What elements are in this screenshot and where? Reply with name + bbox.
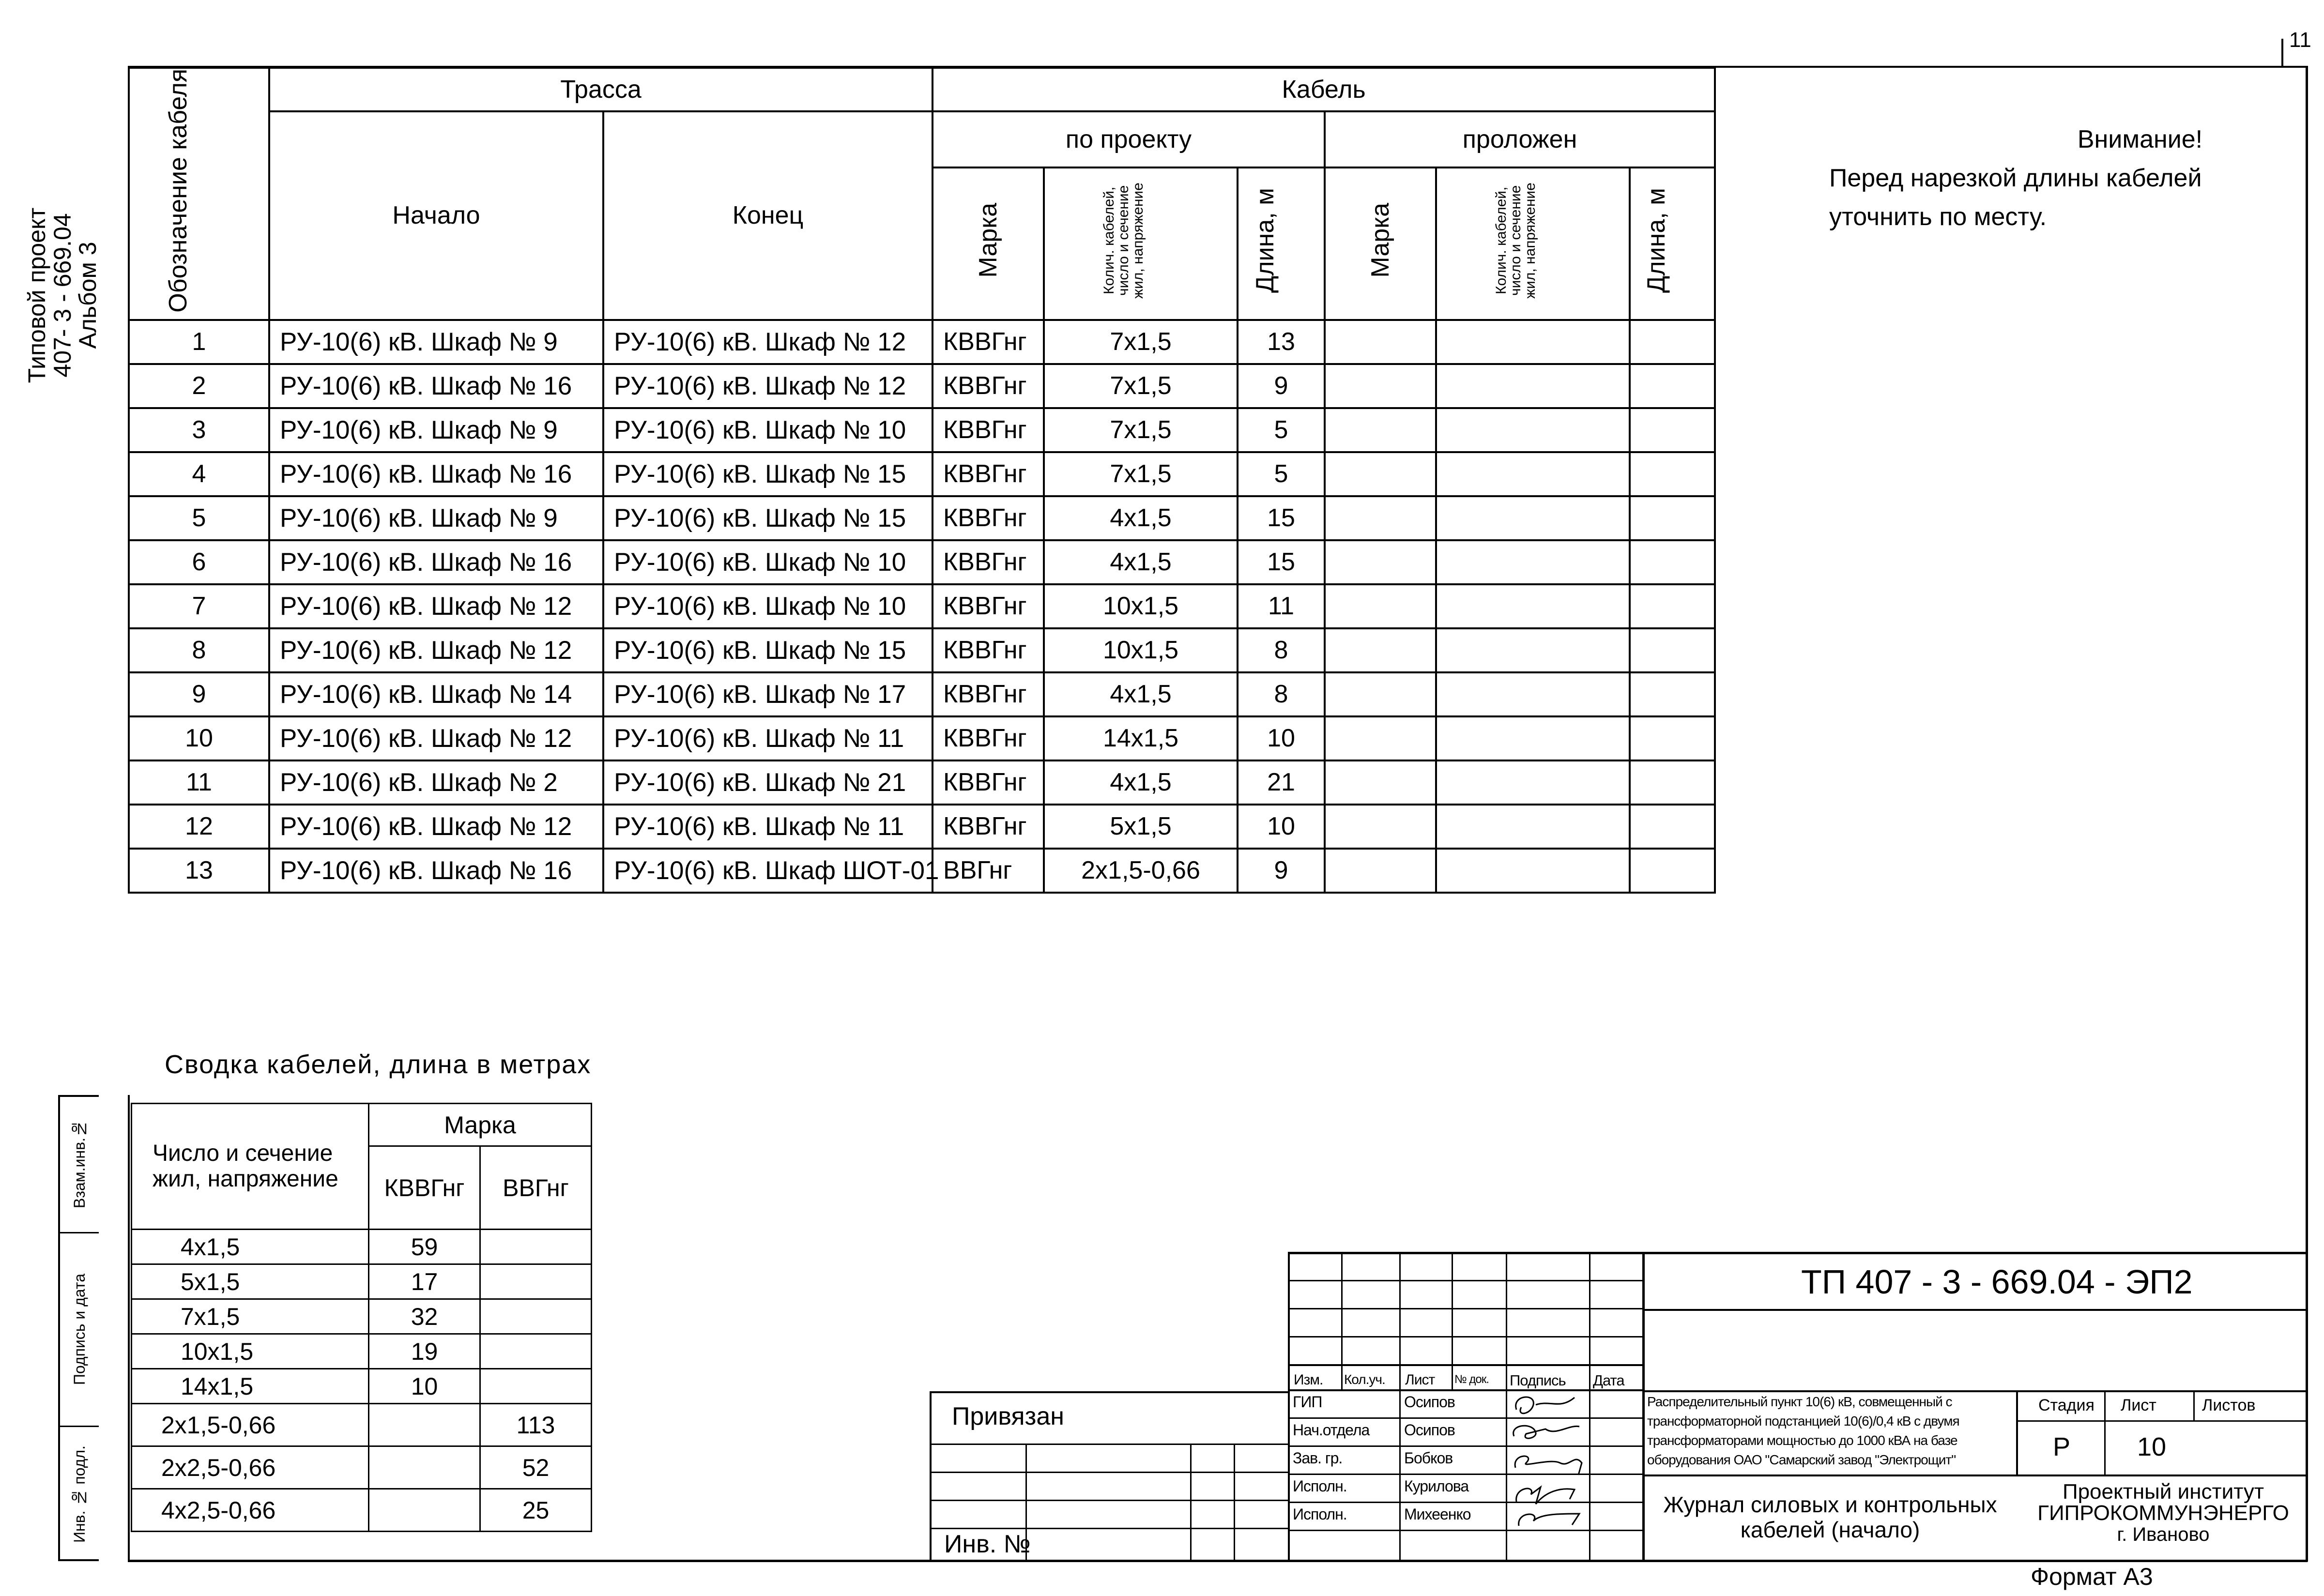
tb-desc-bottom <box>1642 1474 2308 1476</box>
signatures-image <box>1507 1390 1589 1531</box>
strip-cell-inventory <box>60 1427 99 1561</box>
tb-desc-line1: Распределительный пункт 10(6) кВ, совмещенный с <box>1647 1394 1952 1409</box>
bound-top <box>930 1391 1288 1393</box>
cell-end: РУ-10(6) кВ. Шкаф № 15 <box>603 628 933 672</box>
side-label-line3: Альбом 3 <box>74 242 101 349</box>
cell-section: 2x1,5-0,66 <box>1044 849 1238 893</box>
summary-cell-vvg: 25 <box>480 1489 592 1532</box>
cell-laid-brand <box>1325 320 1436 364</box>
cell-laid-length <box>1630 672 1715 716</box>
cell-brand: КВВГнг <box>933 320 1044 364</box>
bound-label: Привязан <box>952 1402 1065 1430</box>
summary-cell-section: 4x2,5-0,66 <box>132 1489 369 1532</box>
strip-cell-replacement <box>60 1097 99 1233</box>
cell-end: РУ-10(6) кВ. Шкаф № 12 <box>603 364 933 408</box>
cell-num: 9 <box>129 672 269 716</box>
bound-left <box>930 1391 932 1561</box>
summary-cell-section: 10x1,5 <box>132 1334 369 1369</box>
summary-cell-vvg <box>480 1299 592 1334</box>
summary-cell-kvvg: 10 <box>369 1369 480 1404</box>
tb-sheet-label: Лист <box>2121 1396 2156 1414</box>
bound-v3 <box>1234 1444 1235 1561</box>
cell-laid-length <box>1630 805 1715 849</box>
tb-desc-top <box>1642 1390 2308 1392</box>
tb-col-list: Лист <box>1405 1372 1435 1388</box>
cell-laid-section <box>1436 628 1630 672</box>
cell-section: 7x1,5 <box>1044 408 1238 452</box>
summary-row <box>132 1264 592 1299</box>
cell-laid-length <box>1630 716 1715 760</box>
cable-row <box>129 452 1715 496</box>
cell-start: РУ-10(6) кВ. Шкаф № 12 <box>269 716 603 760</box>
cell-length: 10 <box>1238 805 1325 849</box>
cell-num: 13 <box>129 849 269 893</box>
summary-row <box>132 1446 592 1489</box>
cell-length: 5 <box>1238 452 1325 496</box>
cell-length: 9 <box>1238 364 1325 408</box>
cell-end: РУ-10(6) кВ. Шкаф № 10 <box>603 584 933 628</box>
tb-doc-title-line2: кабелей (начало) <box>1740 1517 1920 1542</box>
cell-laid-length <box>1630 408 1715 452</box>
cell-num: 4 <box>129 452 269 496</box>
cell-brand: КВВГнг <box>933 760 1044 805</box>
cell-section: 10x1,5 <box>1044 628 1238 672</box>
summary-rows <box>132 1230 592 1532</box>
cell-brand: КВВГнг <box>933 672 1044 716</box>
tb-stage-v <box>2016 1390 2018 1475</box>
cable-row <box>129 672 1715 716</box>
cell-start: РУ-10(6) кВ. Шкаф № 16 <box>269 452 603 496</box>
strip-cell-signature <box>60 1233 99 1427</box>
cell-start: РУ-10(6) кВ. Шкаф № 12 <box>269 628 603 672</box>
header-start: Начало <box>269 111 603 320</box>
tb-desc-line3: трансформаторами мощностью до 1000 кВА на базе <box>1647 1433 1957 1448</box>
bound-v2 <box>1190 1444 1192 1561</box>
tb-person-name: Осипов <box>1404 1393 1455 1411</box>
summary-cell-kvvg <box>369 1404 480 1446</box>
cell-section: 7x1,5 <box>1044 320 1238 364</box>
cell-length: 10 <box>1238 716 1325 760</box>
cell-num: 8 <box>129 628 269 672</box>
cable-row <box>129 408 1715 452</box>
cell-laid-length <box>1630 452 1715 496</box>
cell-start: РУ-10(6) кВ. Шкаф № 16 <box>269 849 603 893</box>
sheet-number-tick <box>2281 39 2283 67</box>
cell-laid-length <box>1630 496 1715 540</box>
header-length-project: Длина, м <box>1238 167 1325 320</box>
header-cable: Кабель <box>933 68 1715 111</box>
summary-row <box>132 1489 592 1532</box>
cell-laid-brand <box>1325 496 1436 540</box>
cell-laid-brand <box>1325 805 1436 849</box>
cell-brand: КВВГнг <box>933 540 1044 584</box>
summary-header-vvg: ВВГнг <box>480 1146 592 1230</box>
summary-row <box>132 1404 592 1446</box>
side-label-line2: 407- 3 - 669.04 <box>48 213 76 378</box>
frame-left-line-lower <box>128 1095 130 1561</box>
attention-line1: Перед нарезкой длины кабелей <box>1829 164 2202 192</box>
cell-laid-brand <box>1325 760 1436 805</box>
summary-title: Сводка кабелей, длина в метрах <box>165 1050 592 1079</box>
tb-col-izm: Изм. <box>1294 1372 1323 1388</box>
cell-start: РУ-10(6) кВ. Шкаф № 16 <box>269 364 603 408</box>
tb-person-role: Зав. гр. <box>1293 1449 1343 1467</box>
tb-stage-label: Стадия <box>2038 1396 2095 1414</box>
tb-doc-title <box>1646 1492 2014 1542</box>
tb-sheets-label: Листов <box>2202 1396 2256 1414</box>
tb-col5 <box>1589 1252 1590 1562</box>
summary-cell-kvvg <box>369 1489 480 1532</box>
tb-mid-v <box>1642 1252 1645 1562</box>
header-brand-project: Марка <box>933 167 1044 320</box>
cell-length: 15 <box>1238 540 1325 584</box>
cell-laid-section <box>1436 716 1630 760</box>
summary-header-brand: Марка <box>369 1104 592 1146</box>
tb-person-name: Курилова <box>1404 1477 1469 1495</box>
header-end: Конец <box>603 111 933 320</box>
tb-desc-line4: оборудования ОАО "Самарский завод "Электрощит" <box>1647 1452 1956 1467</box>
cell-start: РУ-10(6) кВ. Шкаф № 16 <box>269 540 603 584</box>
summary-cell-vvg: 113 <box>480 1404 592 1446</box>
cell-end: РУ-10(6) кВ. Шкаф № 11 <box>603 716 933 760</box>
header-laid: проложен <box>1325 111 1715 167</box>
tb-sheet-v2 <box>2193 1390 2195 1420</box>
attention-note <box>1829 120 2300 236</box>
cell-num: 3 <box>129 408 269 452</box>
tb-person-name: Михеенко <box>1404 1505 1471 1523</box>
header-brand-laid: Марка <box>1325 167 1436 320</box>
cell-laid-section <box>1436 540 1630 584</box>
tb-person-role: Нач.отдела <box>1293 1421 1370 1439</box>
header-designation: Обозначение кабеля <box>129 68 269 320</box>
tb-person-role: Исполн. <box>1293 1505 1347 1523</box>
header-length-laid: Длина, м <box>1630 167 1715 320</box>
cell-num: 7 <box>129 584 269 628</box>
cable-row <box>129 805 1715 849</box>
tb-person-name: Бобков <box>1404 1449 1453 1467</box>
summary-table <box>131 1103 592 1532</box>
cell-laid-brand <box>1325 540 1436 584</box>
cell-laid-brand <box>1325 672 1436 716</box>
cable-row <box>129 540 1715 584</box>
cell-start: РУ-10(6) кВ. Шкаф № 14 <box>269 672 603 716</box>
summary-cell-section: 5x1,5 <box>132 1264 369 1299</box>
tb-col-kol: Кол.уч. <box>1344 1372 1385 1387</box>
cable-row <box>129 849 1715 893</box>
summary-cell-kvvg: 19 <box>369 1334 480 1369</box>
cell-section: 4x1,5 <box>1044 672 1238 716</box>
cell-laid-brand <box>1325 716 1436 760</box>
cell-laid-section <box>1436 849 1630 893</box>
summary-cell-vvg <box>480 1334 592 1369</box>
format-label: Формат А3 <box>2031 1563 2153 1590</box>
bound-inv-label: Инв. № <box>944 1530 1031 1558</box>
header-by-project: по проекту <box>933 111 1325 167</box>
header-section-laid: Колич. кабелей, число и сечение жил, напряжение <box>1436 167 1630 320</box>
tb-organization <box>2019 1481 2308 1545</box>
summary-cell-section: 14x1,5 <box>132 1369 369 1404</box>
cell-section: 10x1,5 <box>1044 584 1238 628</box>
cell-laid-brand <box>1325 584 1436 628</box>
tb-desc-line2: трансформаторной подстанцией 10(6)/0,4 кВ с двумя <box>1647 1414 1959 1429</box>
summary-row <box>132 1299 592 1334</box>
tb-person-name: Осипов <box>1404 1421 1455 1439</box>
summary-cell-section: 7x1,5 <box>132 1299 369 1334</box>
side-label-line1: Типовой проект <box>23 207 50 383</box>
tb-org-line3: г. Иваново <box>2117 1524 2210 1545</box>
cell-laid-section <box>1436 408 1630 452</box>
cell-laid-length <box>1630 364 1715 408</box>
tb-person-role: Исполн. <box>1293 1477 1347 1495</box>
cell-laid-brand <box>1325 849 1436 893</box>
strip-label-signature: Подпись и дата <box>70 1274 88 1385</box>
cable-rows <box>129 320 1715 893</box>
header-section-project: Колич. кабелей, число и сечение жил, напряжение <box>1044 167 1238 320</box>
cable-row <box>129 364 1715 408</box>
tb-col-ndok: № док. <box>1454 1373 1489 1386</box>
cable-row <box>129 760 1715 805</box>
summary-row <box>132 1230 592 1264</box>
cell-length: 13 <box>1238 320 1325 364</box>
attention-line2: уточнить по месту. <box>1829 203 2047 231</box>
cell-length: 8 <box>1238 628 1325 672</box>
cell-section: 7x1,5 <box>1044 452 1238 496</box>
cell-laid-brand <box>1325 408 1436 452</box>
summary-cell-vvg <box>480 1369 592 1404</box>
cell-start: РУ-10(6) кВ. Шкаф № 9 <box>269 408 603 452</box>
summary-row <box>132 1334 592 1369</box>
summary-cell-section: 2x1,5-0,66 <box>132 1404 369 1446</box>
cell-start: РУ-10(6) кВ. Шкаф № 9 <box>269 320 603 364</box>
cell-length: 21 <box>1238 760 1325 805</box>
strip-label-replacement: Взам.инв.№ <box>70 1120 88 1209</box>
cell-end: РУ-10(6) кВ. Шкаф № 12 <box>603 320 933 364</box>
cell-num: 5 <box>129 496 269 540</box>
cell-start: РУ-10(6) кВ. Шкаф № 12 <box>269 805 603 849</box>
cell-end: РУ-10(6) кВ. Шкаф № 10 <box>603 408 933 452</box>
cell-num: 11 <box>129 760 269 805</box>
tb-doc-title-line1: Журнал силовых и контрольных <box>1663 1492 1997 1517</box>
tb-doc-code: ТП 407 - 3 - 669.04 - ЭП2 <box>1801 1263 2193 1301</box>
summary-cell-kvvg: 17 <box>369 1264 480 1299</box>
cable-row <box>129 584 1715 628</box>
tb-col2 <box>1399 1252 1401 1562</box>
cell-laid-section <box>1436 320 1630 364</box>
summary-cell-section: 4x1,5 <box>132 1230 369 1264</box>
cell-brand: КВВГнг <box>933 452 1044 496</box>
tb-org-line1: Проектный институт <box>2062 1480 2264 1504</box>
cell-section: 4x1,5 <box>1044 496 1238 540</box>
cell-num: 6 <box>129 540 269 584</box>
cell-laid-section <box>1436 584 1630 628</box>
cell-brand: ВВГнг <box>933 849 1044 893</box>
cell-num: 2 <box>129 364 269 408</box>
cell-start: РУ-10(6) кВ. Шкаф № 12 <box>269 584 603 628</box>
summary-cell-vvg: 52 <box>480 1446 592 1489</box>
tb-code-bottom <box>1642 1309 2308 1311</box>
summary-cell-vvg <box>480 1264 592 1299</box>
cell-laid-section <box>1436 760 1630 805</box>
cell-num: 1 <box>129 320 269 364</box>
cell-length: 8 <box>1238 672 1325 716</box>
cell-section: 14x1,5 <box>1044 716 1238 760</box>
cell-laid-length <box>1630 849 1715 893</box>
cell-laid-brand <box>1325 452 1436 496</box>
cell-laid-section <box>1436 805 1630 849</box>
tb-stage-h <box>2016 1420 2308 1422</box>
tb-left <box>1288 1252 1290 1562</box>
tb-col-data: Дата <box>1593 1372 1624 1389</box>
summary-header-section: Число и сечение жил, напряжение <box>132 1104 369 1230</box>
cell-end: РУ-10(6) кВ. Шкаф № 11 <box>603 805 933 849</box>
cell-length: 11 <box>1238 584 1325 628</box>
cell-end: РУ-10(6) кВ. Шкаф № 10 <box>603 540 933 584</box>
cell-start: РУ-10(6) кВ. Шкаф № 9 <box>269 496 603 540</box>
cell-laid-section <box>1436 496 1630 540</box>
cell-end: РУ-10(6) кВ. Шкаф ШОТ-01 <box>603 849 933 893</box>
cell-section: 4x1,5 <box>1044 540 1238 584</box>
cell-end: РУ-10(6) кВ. Шкаф № 21 <box>603 760 933 805</box>
cell-end: РУ-10(6) кВ. Шкаф № 15 <box>603 496 933 540</box>
cell-laid-length <box>1630 760 1715 805</box>
summary-cell-kvvg: 59 <box>369 1230 480 1264</box>
cell-length: 15 <box>1238 496 1325 540</box>
cable-row <box>129 496 1715 540</box>
tb-stage-value: Р <box>2053 1432 2071 1461</box>
sheet-number: 11 <box>2289 28 2311 52</box>
cable-row <box>129 628 1715 672</box>
tb-col1 <box>1341 1252 1343 1389</box>
cell-laid-section <box>1436 364 1630 408</box>
cell-brand: КВВГнг <box>933 496 1044 540</box>
side-project-label <box>24 111 111 479</box>
summary-row <box>132 1369 592 1404</box>
cell-laid-length <box>1630 540 1715 584</box>
cell-end: РУ-10(6) кВ. Шкаф № 17 <box>603 672 933 716</box>
summary-cell-section: 2x2,5-0,66 <box>132 1446 369 1489</box>
summary-header-kvvg: КВВГнг <box>369 1146 480 1230</box>
cable-row <box>129 716 1715 760</box>
cell-laid-length <box>1630 584 1715 628</box>
cell-brand: КВВГнг <box>933 364 1044 408</box>
summary-cell-kvvg <box>369 1446 480 1489</box>
cell-laid-brand <box>1325 364 1436 408</box>
cable-row <box>129 320 1715 364</box>
tb-org-line2: ГИПРОКОММУНЭНЕРГО <box>2037 1501 2289 1525</box>
cell-num: 10 <box>129 716 269 760</box>
cell-length: 9 <box>1238 849 1325 893</box>
cell-laid-brand <box>1325 628 1436 672</box>
frame-bottom-line <box>128 1560 2308 1562</box>
summary-cell-kvvg: 32 <box>369 1299 480 1334</box>
tb-person-role: ГИП <box>1293 1393 1322 1411</box>
left-stamp-strip <box>58 1095 99 1561</box>
cell-brand: КВВГнг <box>933 716 1044 760</box>
tb-col3 <box>1452 1252 1453 1389</box>
cell-section: 5x1,5 <box>1044 805 1238 849</box>
cell-laid-length <box>1630 628 1715 672</box>
cell-brand: КВВГнг <box>933 408 1044 452</box>
tb-col-podpis: Подпись <box>1510 1372 1566 1389</box>
header-route: Трасса <box>269 68 933 111</box>
cell-start: РУ-10(6) кВ. Шкаф № 2 <box>269 760 603 805</box>
cell-laid-section <box>1436 452 1630 496</box>
frame-right-line <box>2306 66 2308 1562</box>
cell-length: 5 <box>1238 408 1325 452</box>
cell-brand: КВВГнг <box>933 628 1044 672</box>
cell-section: 4x1,5 <box>1044 760 1238 805</box>
cell-laid-length <box>1630 320 1715 364</box>
cell-brand: КВВГнг <box>933 584 1044 628</box>
strip-label-inventory: Инв. № подл. <box>70 1445 88 1543</box>
tb-sheet-v1 <box>2104 1390 2106 1475</box>
summary-cell-vvg <box>480 1230 592 1264</box>
tb-sheet-value: 10 <box>2137 1432 2167 1461</box>
cell-num: 12 <box>129 805 269 849</box>
cell-brand: КВВГнг <box>933 805 1044 849</box>
cell-end: РУ-10(6) кВ. Шкаф № 15 <box>603 452 933 496</box>
tb-top <box>1288 1252 2308 1254</box>
cable-journal-table <box>128 67 1716 894</box>
cell-section: 7x1,5 <box>1044 364 1238 408</box>
attention-title: Внимание! <box>2077 125 2203 153</box>
cell-laid-section <box>1436 672 1630 716</box>
